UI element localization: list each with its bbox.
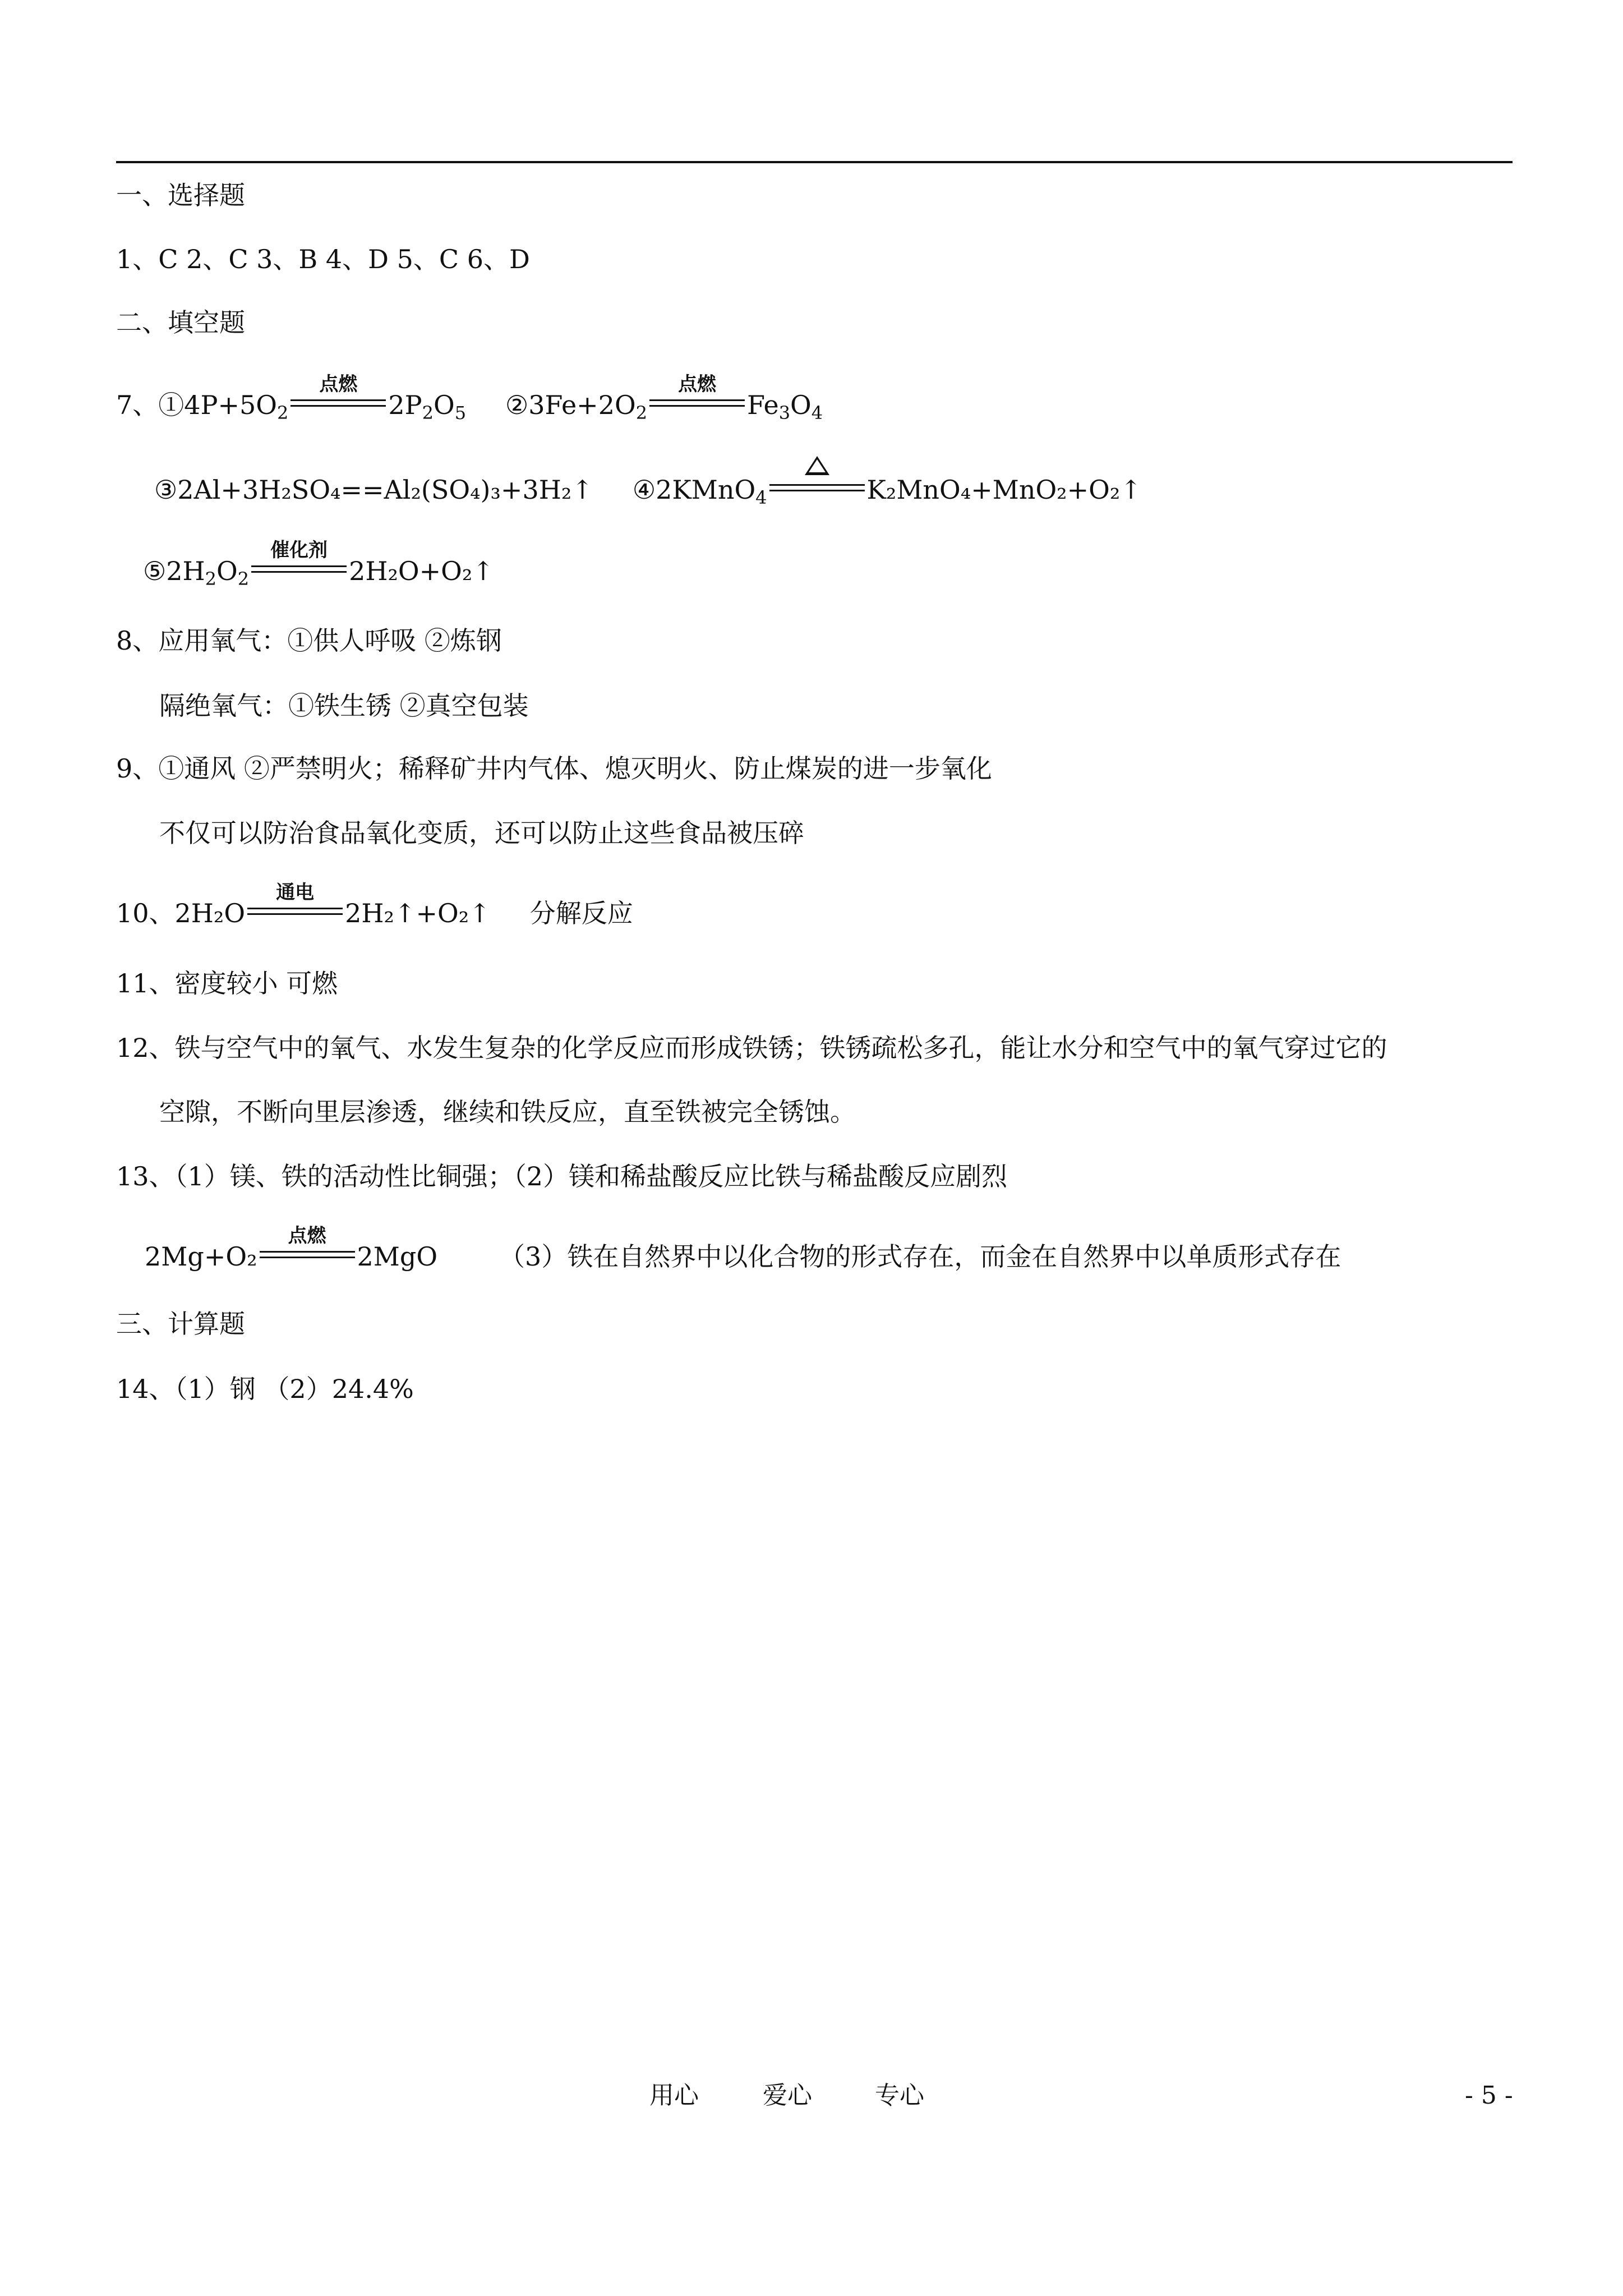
q7-eq5-right: 2H₂O+O₂↑	[349, 556, 494, 586]
footer-word-2: 爱心	[763, 2081, 812, 2110]
reaction-arrow	[291, 373, 386, 422]
section-heading-fill: 二、填空题	[116, 307, 245, 338]
q12-line1: 12、铁与空气中的氧气、水发生复杂的化学反应而形成铁锈；铁锈疏松多孔，能让水分和空气中的氧气穿过它的	[116, 1033, 1387, 1063]
q13-line2	[145, 1225, 1341, 1273]
q7-line1	[116, 373, 823, 424]
q7-line3	[143, 539, 494, 590]
reaction-condition: 通电	[276, 881, 315, 904]
footer-word-3: 专心	[875, 2081, 924, 2110]
reaction-condition: 催化剂	[270, 539, 328, 562]
q7-eq4-right: K₂MnO₄+MnO₂+O₂↑	[866, 475, 1142, 505]
reaction-arrow	[649, 373, 745, 422]
reaction-condition: 点燃	[678, 373, 717, 395]
q7-eq1-left: $①4P+5O_2$	[158, 390, 289, 424]
reaction-arrow	[251, 539, 347, 588]
section-heading-choice: 一、选择题	[116, 180, 245, 210]
q8-line1: 8、应用氧气：①供人呼吸 ②炼钢	[116, 625, 502, 656]
q13-eq-left: 2Mg+O₂	[145, 1241, 257, 1272]
heat-triangle-icon	[805, 456, 829, 475]
q10-left: 10、2H₂O	[116, 898, 246, 928]
q7-eq2-right: $Fe_3O_4$	[747, 390, 823, 424]
reaction-arrow	[769, 473, 865, 507]
reaction-condition: 点燃	[288, 1225, 326, 1247]
q14-line: 14、（1）钢 （2）24.4%	[116, 1374, 414, 1404]
q12-line2: 空隙，不断向里层渗透，继续和铁反应，直至铁被完全锈蚀。	[159, 1097, 856, 1127]
q8-line2: 隔绝氧气：①铁生锈 ②真空包装	[159, 691, 529, 721]
q10-line	[116, 881, 633, 930]
page-number: - 5 -	[1465, 2081, 1513, 2110]
q9-line1: 9、①通风 ②严禁明火；稀释矿井内气体、熄灭明火、防止煤炭的进一步氧化	[116, 753, 992, 784]
q7-eq1-right: $2P_2O_5$	[388, 390, 467, 424]
q10-reaction-type: 分解反应	[529, 898, 633, 928]
q7-eq3: ③2Al+3H₂SO₄==Al₂(SO₄)₃+3H₂↑	[154, 475, 593, 505]
q7-eq4-left: ④2KMnO$_4$	[632, 475, 767, 508]
q13-part3: （3）铁在自然界中以化合物的形式存在，而金在自然界中以单质形式存在	[499, 1241, 1341, 1272]
reaction-arrow	[260, 1225, 355, 1273]
q11-line: 11、密度较小 可燃	[116, 968, 338, 999]
reaction-arrow	[247, 881, 343, 930]
answers-1-6: 1、C 2、C 3、B 4、D 5、C 6、D	[116, 244, 530, 274]
q10-right: 2H₂↑+O₂↑	[345, 898, 491, 928]
q7-number: 7、	[116, 390, 159, 420]
header-rule	[116, 161, 1513, 163]
section-heading-calc: 三、计算题	[116, 1309, 245, 1339]
footer-word-1: 用心	[649, 2081, 699, 2110]
q7-line2	[154, 473, 1142, 507]
q13-eq-right: 2MgO	[357, 1241, 438, 1272]
q7-eq2-left: $②3Fe+2O_2$	[505, 390, 648, 424]
q9-line2: 不仅可以防治食品氧化变质，还可以防止这些食品被压碎	[159, 818, 804, 848]
reaction-condition: 点燃	[319, 373, 358, 395]
q13-line1: 13、（1）镁、铁的活动性比铜强；（2）镁和稀盐酸反应比铁与稀盐酸反应剧烈	[116, 1161, 1008, 1191]
q7-eq5-left: $⑤2H_2O_2$	[143, 556, 250, 590]
